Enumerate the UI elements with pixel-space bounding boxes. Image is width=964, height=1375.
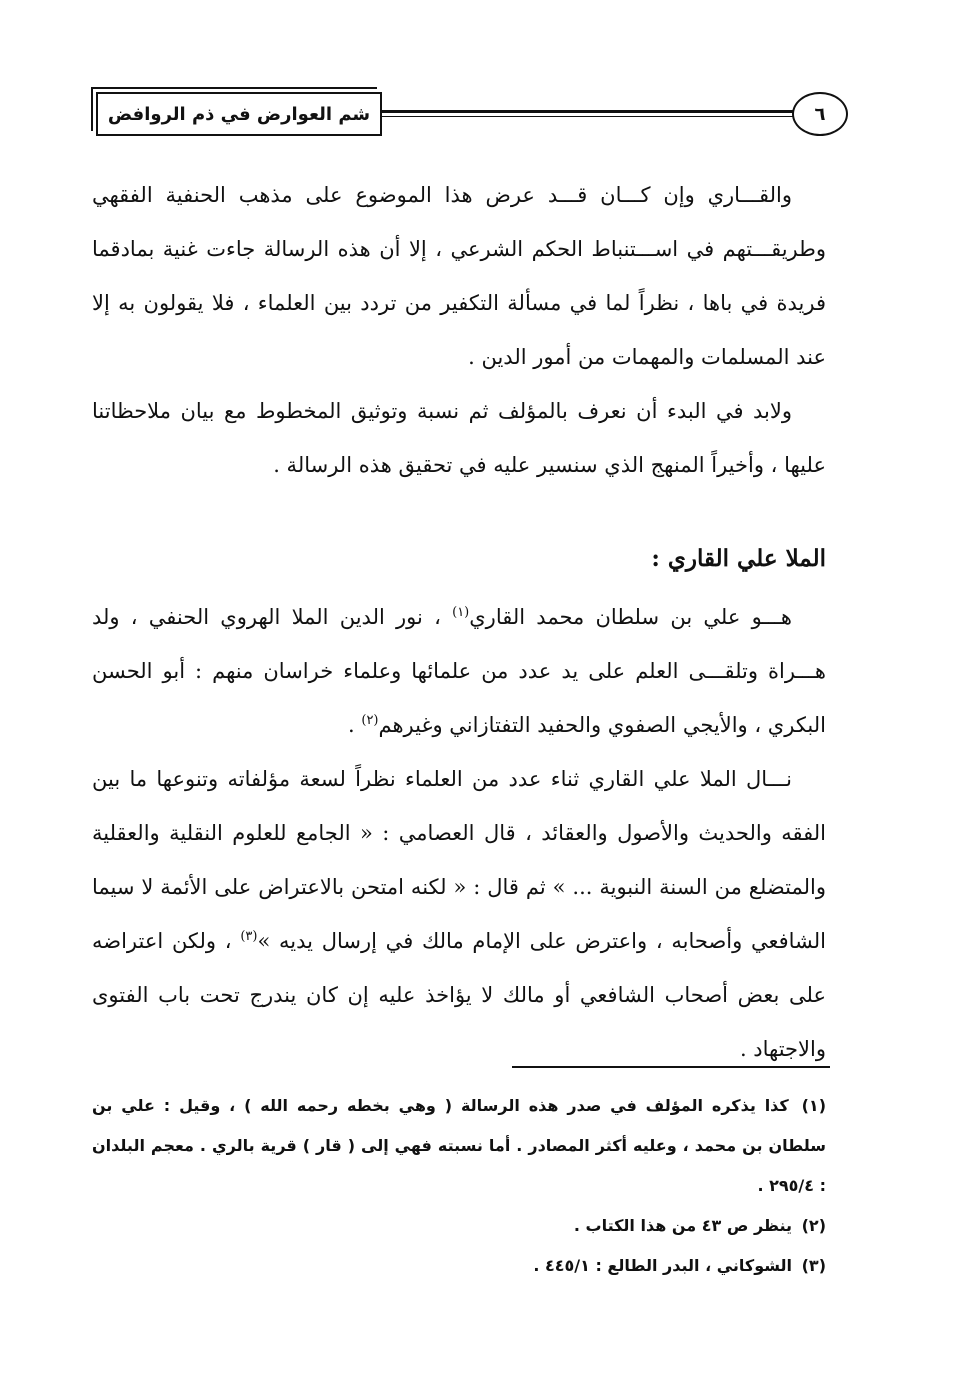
footnote-number: (٣) [801,1256,826,1275]
paragraph-3 [92,590,826,752]
footnote-ref-3: (٣) [240,929,258,944]
header-rule-thin [378,116,802,117]
paragraph-4-text-a: نـــال الملا علي القاري ثناء عدد من العلماء نظراً لسعة مؤلفاته وتنوعها ما بين الفقه والحديث والأصول والعقائد ، قال العصامي : « الجامع للعلوم النقلية والعقلية والمتضلع من السنة النبوية ... » ثم قال : « لكنه امتحن بالاعتراض على الأئمة لا سيما الشافعي وأصحابه ، واعترض على الإمام مالك في إرسال يديه » [92,767,827,953]
footnote-text: كذا يذكره المؤلف في صدر هذه الرسالة ( وهي بخطه رحمه الله ) ، وقيل : علي بن سلطان بن محمد ، وعليه أكثر المصادر . أما نسبته فهي إلى ( قار ) قرية بالري . معجم البلدان : ٢٩٥/٤ . [92,1096,826,1195]
paragraph-4 [92,752,826,1076]
paragraph-2: ولابد في البدء أن نعرف بالمؤلف ثم نسبة وتوثيق المخطوط مع بيان ملاحظاتنا عليها ، وأخيراً المنهج الذي سنسير عليه في تحقيق هذه الرسالة . [92,399,826,477]
header-rule [378,110,802,113]
paragraph-3-text-b: ، نور الدين الملا الهروي الحنفي ، ولد هـــراة وتلقـــى العلم على يد عدد من علمائها وعلماء خراسان منهم : أبو الحسن البكري ، والأيجي الصفوي والحفيد التفتازاني وغيرهم [92,605,826,737]
page-number: ٦ [792,92,848,136]
paragraph-4-text-b: ، ولكن اعتراضه على بعض أصحاب الشافعي أو مالك لا يؤاخذ عليه إن كان يندرج تحت باب الفتوى والاجتهاد . [92,929,826,1061]
footnote-separator [512,1066,830,1068]
running-header [88,88,848,144]
footnote-number: (٢) [801,1216,826,1235]
book-title: شم العوارض في ذم الروافض [96,92,382,136]
footnote-ref-1: (١) [452,605,470,620]
paragraph-3-text-c: . [348,713,362,737]
footnote-text: ينظر ص ٤٣ من هذا الكتاب . [573,1216,793,1235]
main-text [92,168,826,1076]
footnote-2 [92,1206,826,1246]
paragraph-3-text-a: هـــو علي بن سلطان محمد القاري [469,605,792,629]
paragraph-1: والقـــاري وإن كـــان قـــد عرض هذا الموضوع على مذهب الحنفية الفقهي وطريقـــتهم في اســـتنباط الحكم الشرعي ، إلا أن هذه الرسالة جاءت غنية بمادقما فريدة في باها ، نظراً لما في مسألة التكفير من تردد بين العلماء ، فلا يقولون به إلا عند المسلمات والمهمات من أمور الدين . [92,183,826,369]
footnote-3 [92,1246,826,1286]
footnote-text: الشوكاني ، البدر الطالع : ٤٤٥/١ . [533,1256,793,1275]
footnotes [92,1086,826,1286]
section-heading: الملا علي القاري : [651,545,826,572]
footnote-1 [92,1086,826,1206]
footnote-ref-2: (٢) [361,713,379,728]
footnote-number: (١) [801,1096,826,1115]
